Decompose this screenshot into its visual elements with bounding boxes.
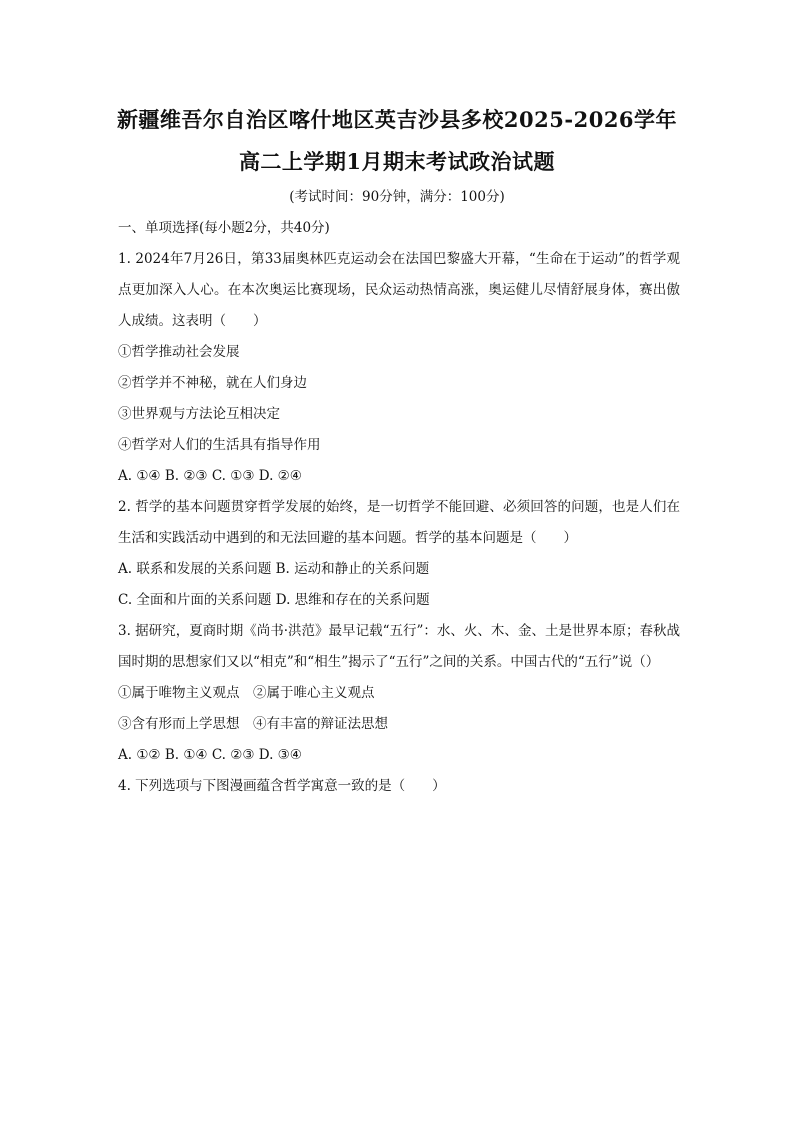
question-option: ②哲学并不神秘，就在人们身边	[118, 375, 307, 391]
answer-choices: A. ①④ B. ②③ C. ①③ D. ②④	[118, 468, 302, 484]
section-heading: 一、单项选择(每小题2分，共40分)	[118, 220, 330, 236]
question-stem: 1. 2024年7月26日，第33届奥林匹克运动会在法国巴黎盛大开幕，“生命在于运动”的哲学观点更加深入人心。在本次奥运比赛现场，民众运动热情高涨，奥运健儿尽情舒展身体，赛出傲人成绩。这表明（ ）	[118, 251, 680, 329]
exam-title-line-2: 高二上学期1月期末考试政治试题	[238, 149, 556, 174]
question-1	[118, 244, 680, 492]
exam-info: (考试时间：90分钟，满分：100分)	[289, 189, 505, 205]
question-option: ①属于唯物主义观点 ②属于唯心主义观点	[118, 685, 375, 701]
question-stem: 3. 据研究，夏商时期《尚书·洪范》最早记载“五行”：水、火、木、金、土是世界本原；春秋战国时期的思想家们又以“相克”和“相生”揭示了“五行”之间的关系。中国古代的“五行”说（）	[118, 623, 680, 670]
question-stem: 2. 哲学的基本问题贯穿哲学发展的始终，是一切哲学不能回避、必须回答的问题，也是人们在生活和实践活动中遇到的和无法回避的基本问题。哲学的基本问题是（ ）	[118, 499, 680, 546]
question-3	[118, 616, 680, 771]
exam-title-line-1: 新疆维吾尔自治区喀什地区英吉沙县多校2025-2026学年	[116, 107, 678, 132]
question-option: ③含有形而上学思想 ④有丰富的辩证法思想	[118, 716, 388, 732]
question-4	[118, 771, 680, 802]
question-2	[118, 492, 680, 616]
exam-content	[118, 213, 680, 802]
answer-choices: A. ①② B. ①④ C. ②③ D. ③④	[118, 747, 302, 763]
answer-choices: C. 全面和片面的关系问题 D. 思维和存在的关系问题	[118, 592, 430, 608]
answer-choices: A. 联系和发展的关系问题 B. 运动和静止的关系问题	[118, 561, 430, 577]
question-stem: 4. 下列选项与下图漫画蕴含哲学寓意一致的是（ ）	[118, 778, 446, 794]
question-option: ③世界观与方法论互相决定	[118, 406, 280, 422]
question-option: ①哲学推动社会发展	[118, 344, 240, 360]
question-option: ④哲学对人们的生活具有指导作用	[118, 437, 321, 453]
